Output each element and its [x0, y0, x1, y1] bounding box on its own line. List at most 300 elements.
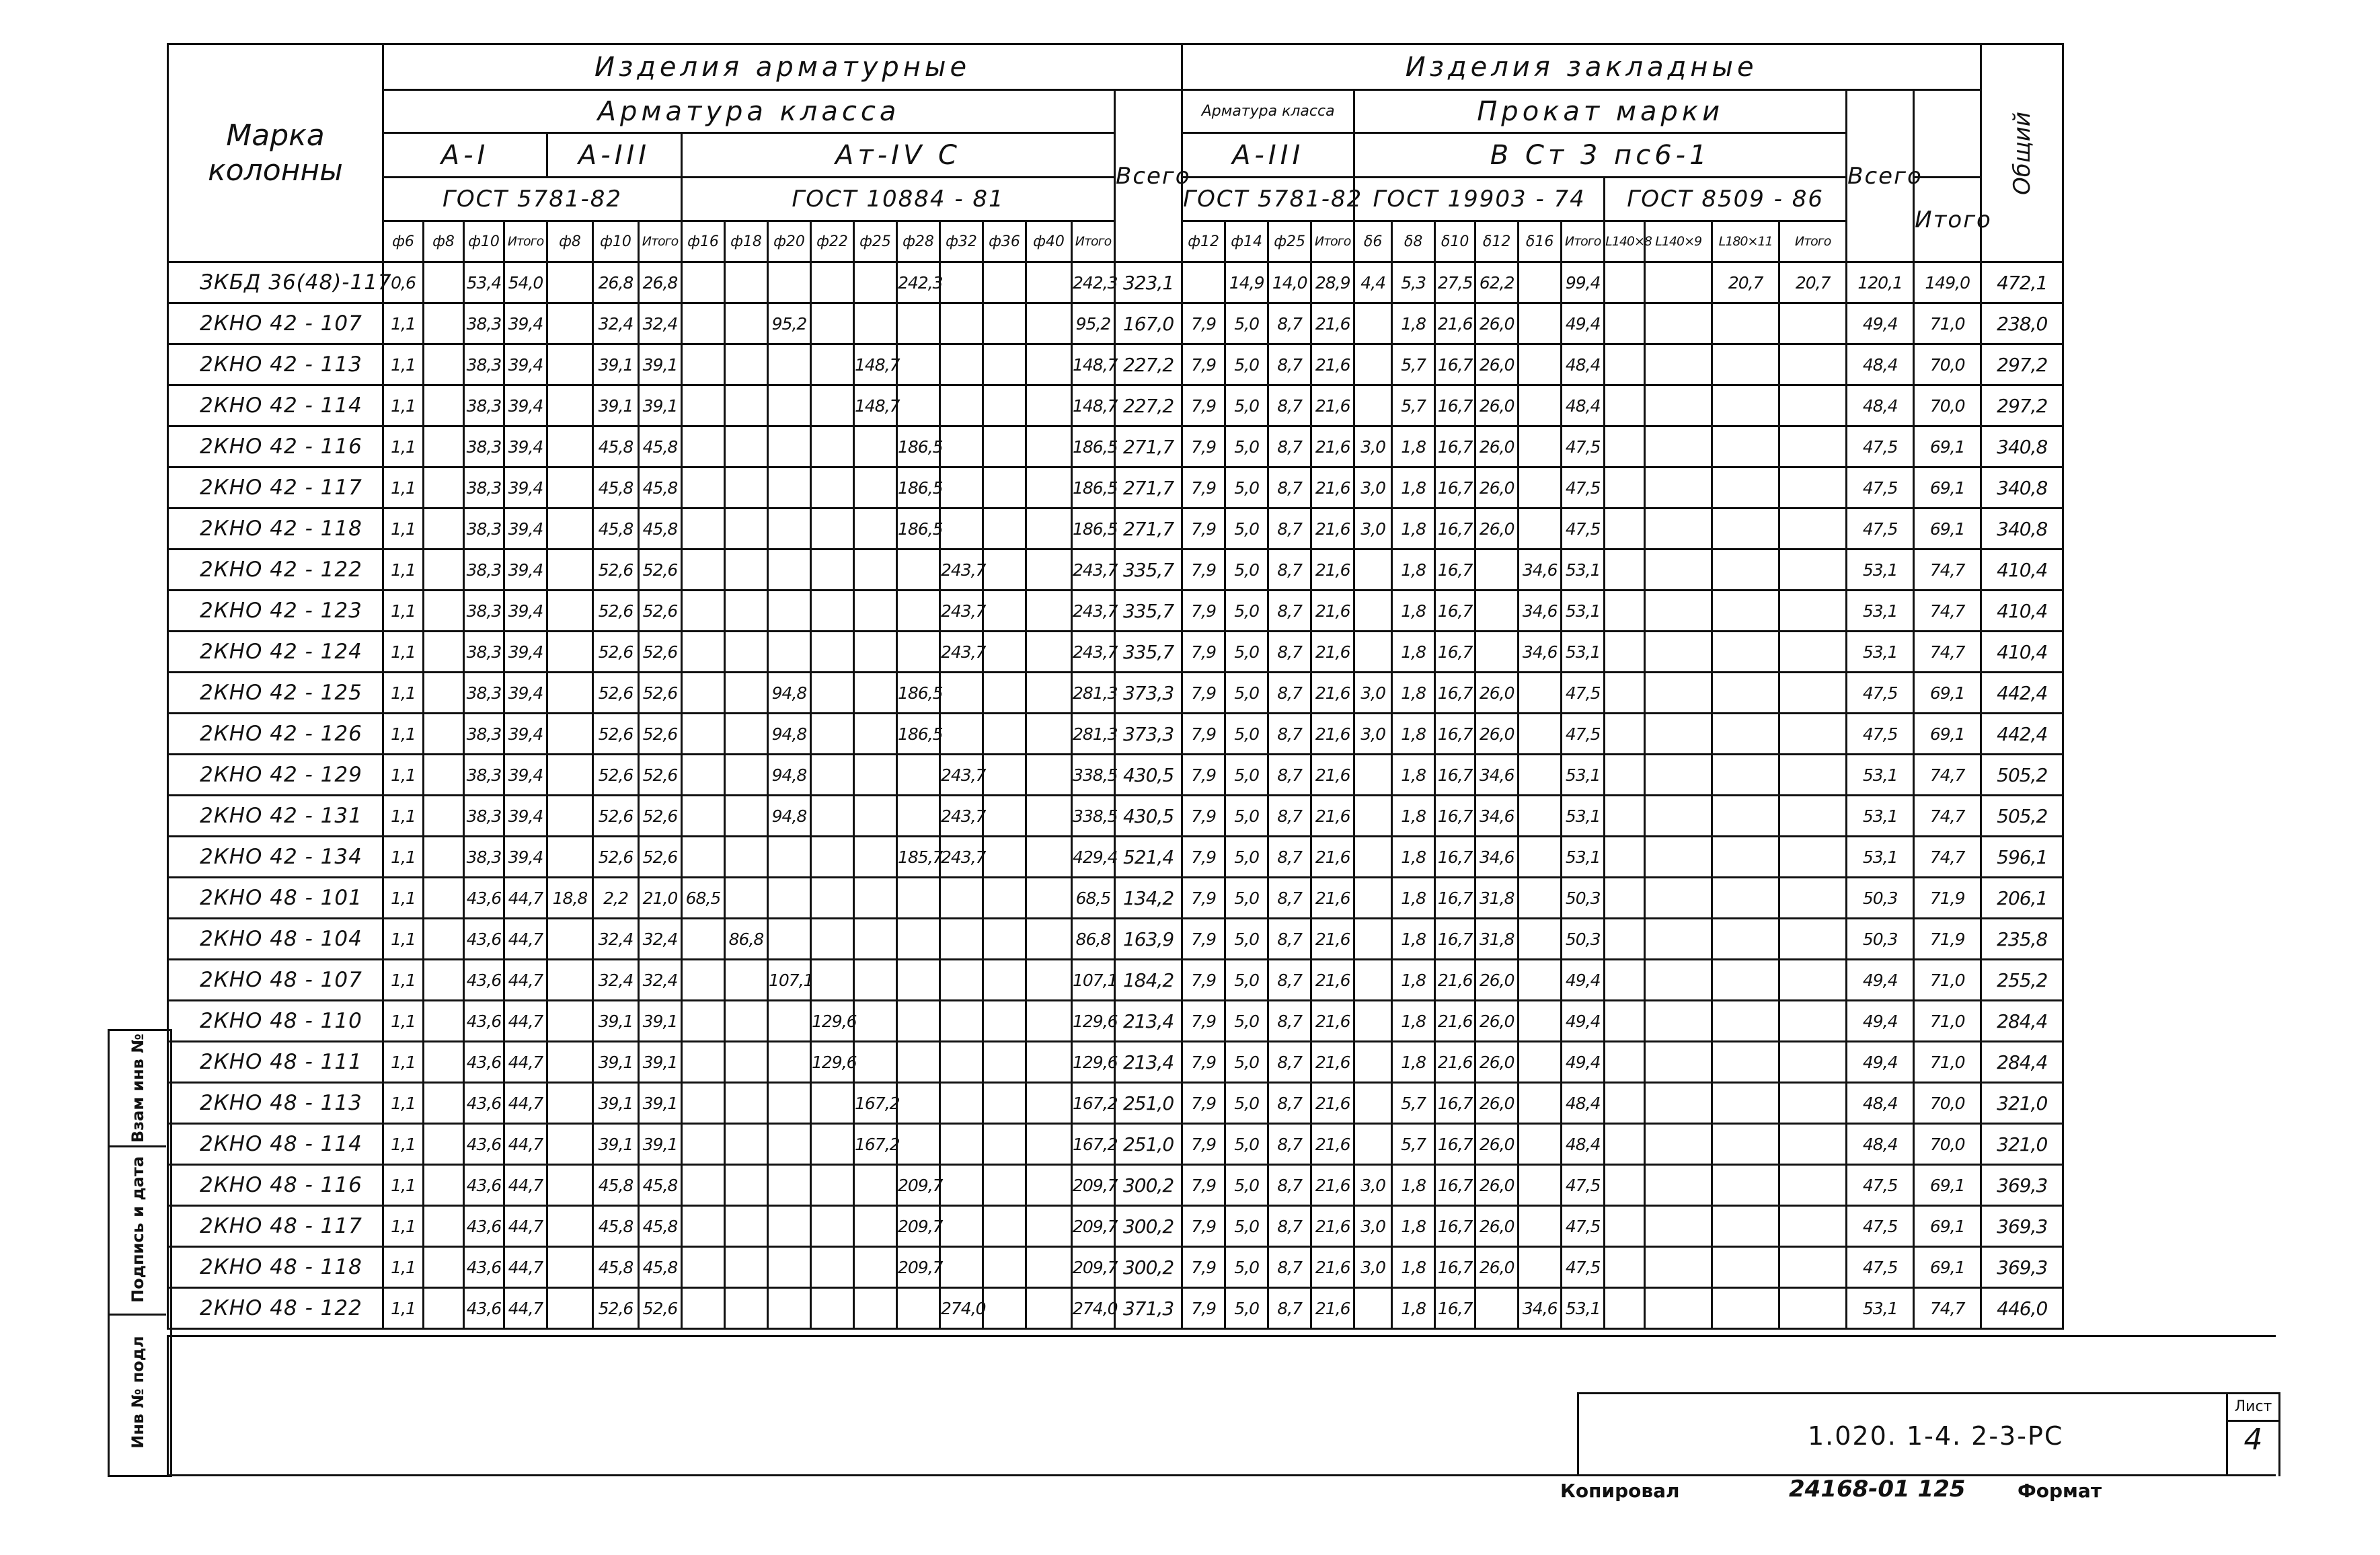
- table-cell: [1645, 960, 1712, 1001]
- table-cell: [424, 549, 464, 591]
- arm-klass-header: Арматура класса: [383, 90, 1115, 133]
- table-cell: 34,6: [1519, 1288, 1562, 1329]
- table-cell: 373,3: [1115, 714, 1182, 755]
- table-cell: 43,6: [464, 1206, 504, 1247]
- subcol-header: Итого: [1779, 221, 1847, 262]
- table-cell: 39,4: [504, 837, 547, 878]
- table-cell: 39,1: [593, 1083, 639, 1124]
- table-cell: [811, 385, 854, 426]
- table-cell: [983, 878, 1026, 919]
- table-cell: [897, 1001, 940, 1042]
- zakl-arm-klass-header: Арматура класса: [1182, 90, 1354, 133]
- table-cell: [1712, 1042, 1779, 1083]
- table-cell: 39,4: [504, 344, 547, 385]
- table-cell: 1,1: [383, 714, 424, 755]
- arm-group-header: Изделия арматурные: [383, 44, 1182, 90]
- table-cell: 49,4: [1562, 1042, 1605, 1083]
- table-cell: 21,6: [1311, 632, 1354, 673]
- table-cell: [1605, 1001, 1645, 1042]
- table-cell: [1712, 755, 1779, 796]
- table-cell: [1779, 1001, 1847, 1042]
- table-cell: 5,0: [1225, 878, 1268, 919]
- table-cell: 209,7: [897, 1165, 940, 1206]
- table-cell: [854, 303, 897, 344]
- table-cell: 243,7: [940, 632, 983, 673]
- table-cell: [1354, 591, 1392, 632]
- table-cell: [811, 755, 854, 796]
- table-cell: 5,0: [1225, 1042, 1268, 1083]
- table-cell: [1605, 796, 1645, 837]
- table-cell: 74,7: [1914, 796, 1981, 837]
- table-cell: 70,0: [1914, 344, 1981, 385]
- table-cell: [1645, 714, 1712, 755]
- zakl-klass-a3: A-III: [1182, 133, 1354, 178]
- table-cell: 53,1: [1847, 632, 1914, 673]
- side-stamp: [108, 1029, 172, 1477]
- table-cell: 71,0: [1914, 303, 1981, 344]
- table-cell: 596,1: [1981, 837, 2063, 878]
- table-cell: [1712, 385, 1779, 426]
- table-cell: [983, 714, 1026, 755]
- table-cell: 39,4: [504, 755, 547, 796]
- table-cell: 1,1: [383, 1001, 424, 1042]
- table-cell: 3,0: [1354, 1206, 1392, 1247]
- table-cell: [897, 1083, 940, 1124]
- table-cell: [983, 262, 1026, 303]
- table-cell: 1,8: [1392, 1288, 1435, 1329]
- table-cell: [1645, 755, 1712, 796]
- table-cell: 1,1: [383, 385, 424, 426]
- table-cell: [854, 837, 897, 878]
- table-cell: 26,0: [1475, 1247, 1519, 1288]
- table-cell: [1519, 878, 1562, 919]
- table-cell: 47,5: [1562, 467, 1605, 508]
- subcol-header: Итого: [639, 221, 682, 262]
- table-cell: [547, 714, 593, 755]
- table-cell: [1519, 1083, 1562, 1124]
- table-cell: 335,7: [1115, 591, 1182, 632]
- table-cell: 39,4: [504, 714, 547, 755]
- table-cell: 5,0: [1225, 508, 1268, 549]
- table-cell: [1026, 262, 1072, 303]
- table-cell: [1026, 632, 1072, 673]
- table-cell: [983, 1083, 1026, 1124]
- table-cell: [1519, 1247, 1562, 1288]
- table-cell: 430,5: [1115, 796, 1182, 837]
- table-cell: [854, 960, 897, 1001]
- table-cell: 16,7: [1435, 508, 1475, 549]
- table-cell: 71,0: [1914, 960, 1981, 1001]
- table-cell: 44,7: [504, 1001, 547, 1042]
- table-cell: [424, 344, 464, 385]
- table-cell: 185,7: [897, 837, 940, 878]
- table-cell: 43,6: [464, 1001, 504, 1042]
- table-cell: [424, 426, 464, 467]
- table-row: [168, 385, 2216, 426]
- table-cell: 34,6: [1475, 796, 1519, 837]
- table-cell: 74,7: [1914, 549, 1981, 591]
- table-cell: 44,7: [504, 960, 547, 1001]
- table-cell: [811, 1165, 854, 1206]
- table-row: [168, 1124, 2216, 1165]
- table-cell: 38,3: [464, 508, 504, 549]
- table-cell: [1475, 1288, 1519, 1329]
- table-cell: 129,6: [1072, 1042, 1115, 1083]
- table-row: [168, 426, 2216, 467]
- table-cell: 43,6: [464, 960, 504, 1001]
- table-cell: [547, 1206, 593, 1247]
- table-cell: [811, 1288, 854, 1329]
- table-cell: 38,3: [464, 714, 504, 755]
- table-cell: 369,3: [1981, 1165, 2063, 1206]
- table-cell: [1712, 1206, 1779, 1247]
- table-cell: [547, 1001, 593, 1042]
- table-cell: [811, 919, 854, 960]
- row-mark: 2КНО 42 - 131: [168, 796, 383, 837]
- table-row: [168, 303, 2216, 344]
- table-row: [168, 755, 2216, 796]
- table-cell: 39,4: [504, 385, 547, 426]
- table-cell: 71,0: [1914, 1001, 1981, 1042]
- table-cell: 1,1: [383, 837, 424, 878]
- row-mark: 2КНО 48 - 118: [168, 1247, 383, 1288]
- table-cell: [682, 919, 725, 960]
- table-cell: 48,4: [1562, 385, 1605, 426]
- table-cell: [1712, 714, 1779, 755]
- table-cell: [897, 385, 940, 426]
- table-cell: 47,5: [1562, 508, 1605, 549]
- table-cell: [682, 673, 725, 714]
- table-cell: 227,2: [1115, 344, 1182, 385]
- table-cell: [1354, 1083, 1392, 1124]
- table-cell: [854, 1165, 897, 1206]
- table-cell: 129,6: [811, 1001, 854, 1042]
- table-cell: [811, 796, 854, 837]
- table-cell: [682, 467, 725, 508]
- table-cell: 8,7: [1268, 673, 1311, 714]
- table-cell: 5,0: [1225, 591, 1268, 632]
- table-row: [168, 549, 2216, 591]
- table-cell: [1712, 878, 1779, 919]
- table-cell: [768, 426, 811, 467]
- row-mark: 2КНО 48 - 114: [168, 1124, 383, 1165]
- table-cell: [983, 508, 1026, 549]
- table-cell: 39,1: [593, 1001, 639, 1042]
- table-cell: 39,4: [504, 467, 547, 508]
- table-cell: 21,6: [1311, 796, 1354, 837]
- table-cell: [424, 1124, 464, 1165]
- table-cell: [1354, 1001, 1392, 1042]
- table-cell: 38,3: [464, 632, 504, 673]
- table-cell: 120,1: [1847, 262, 1914, 303]
- table-cell: 1,1: [383, 1247, 424, 1288]
- table-cell: 5,0: [1225, 960, 1268, 1001]
- table-cell: [854, 1247, 897, 1288]
- table-cell: 53,1: [1562, 837, 1605, 878]
- table-cell: 107,1: [1072, 960, 1115, 1001]
- table-cell: [811, 1083, 854, 1124]
- table-cell: [682, 796, 725, 837]
- table-cell: 45,8: [639, 426, 682, 467]
- table-cell: [1026, 303, 1072, 344]
- table-cell: [725, 344, 768, 385]
- table-cell: 251,0: [1115, 1083, 1182, 1124]
- table-cell: 49,4: [1847, 1001, 1914, 1042]
- table-cell: [1645, 591, 1712, 632]
- table-cell: [1645, 385, 1712, 426]
- table-cell: 7,9: [1182, 1124, 1225, 1165]
- table-cell: 16,7: [1435, 919, 1475, 960]
- table-cell: 21,6: [1311, 1083, 1354, 1124]
- subcol-header: L180×11: [1712, 221, 1779, 262]
- table-cell: [424, 673, 464, 714]
- table-cell: 167,2: [1072, 1124, 1115, 1165]
- table-row: [168, 837, 2216, 878]
- table-cell: [983, 673, 1026, 714]
- table-cell: [1475, 632, 1519, 673]
- table-cell: [1645, 549, 1712, 591]
- table-cell: 442,4: [1981, 673, 2063, 714]
- table-cell: [897, 1288, 940, 1329]
- table-cell: [1026, 755, 1072, 796]
- table-cell: 68,5: [682, 878, 725, 919]
- table-cell: 52,6: [593, 714, 639, 755]
- table-cell: 5,0: [1225, 837, 1268, 878]
- table-cell: [1645, 632, 1712, 673]
- table-cell: 39,4: [504, 426, 547, 467]
- table-cell: 284,4: [1981, 1042, 2063, 1083]
- table-cell: [424, 714, 464, 755]
- table-cell: 53,1: [1847, 591, 1914, 632]
- table-cell: 50,3: [1562, 878, 1605, 919]
- table-cell: [1354, 960, 1392, 1001]
- table-cell: [1605, 837, 1645, 878]
- table-cell: [983, 632, 1026, 673]
- table-cell: 300,2: [1115, 1165, 1182, 1206]
- table-cell: [897, 796, 940, 837]
- table-cell: [1026, 1165, 1072, 1206]
- table-cell: 48,4: [1562, 344, 1605, 385]
- table-cell: [1645, 1124, 1712, 1165]
- table-cell: 1,1: [383, 755, 424, 796]
- table-cell: [682, 1165, 725, 1206]
- table-cell: [725, 1001, 768, 1042]
- table-cell: 1,8: [1392, 796, 1435, 837]
- table-cell: [547, 960, 593, 1001]
- table-cell: 74,7: [1914, 1288, 1981, 1329]
- table-cell: 44,7: [504, 1247, 547, 1288]
- table-cell: [854, 1001, 897, 1042]
- row-mark: 2КНО 42 - 118: [168, 508, 383, 549]
- document-code: 1.020. 1-4. 2-3-РС: [1808, 1421, 2064, 1451]
- table-cell: [1026, 837, 1072, 878]
- row-mark: 2КНО 42 - 134: [168, 837, 383, 878]
- table-cell: 1,1: [383, 467, 424, 508]
- klass-a3: A-III: [547, 133, 682, 178]
- table-cell: 5,0: [1225, 1124, 1268, 1165]
- marka-header: Марка колонны: [168, 44, 383, 262]
- table-cell: [1026, 1001, 1072, 1042]
- table-cell: [725, 508, 768, 549]
- table-cell: [1712, 1288, 1779, 1329]
- table-cell: 16,7: [1435, 344, 1475, 385]
- table-cell: 21,6: [1311, 549, 1354, 591]
- table-cell: [1519, 1124, 1562, 1165]
- table-cell: [940, 1001, 983, 1042]
- table-cell: 321,0: [1981, 1083, 2063, 1124]
- table-cell: 1,1: [383, 1165, 424, 1206]
- table-cell: [768, 878, 811, 919]
- table-row: [168, 919, 2216, 960]
- table-cell: 21,6: [1311, 1206, 1354, 1247]
- table-cell: [1605, 755, 1645, 796]
- table-cell: [940, 1206, 983, 1247]
- table-cell: [547, 796, 593, 837]
- table-cell: [940, 508, 983, 549]
- table-cell: 69,1: [1914, 1165, 1981, 1206]
- table-cell: 47,5: [1847, 1206, 1914, 1247]
- table-cell: [547, 303, 593, 344]
- table-cell: [547, 385, 593, 426]
- table-cell: 5,0: [1225, 1247, 1268, 1288]
- table-cell: 39,1: [593, 1124, 639, 1165]
- obshchiy-header: Общий: [1981, 44, 2063, 262]
- table-cell: 1,8: [1392, 1247, 1435, 1288]
- table-cell: 21,6: [1311, 1288, 1354, 1329]
- table-cell: 21,6: [1435, 303, 1475, 344]
- table-cell: [424, 1165, 464, 1206]
- table-cell: 7,9: [1182, 837, 1225, 878]
- table-cell: 16,7: [1435, 714, 1475, 755]
- table-cell: 1,8: [1392, 1165, 1435, 1206]
- row-mark: 2КНО 42 - 107: [168, 303, 383, 344]
- table-row: [168, 960, 2216, 1001]
- table-cell: [940, 262, 983, 303]
- table-cell: [1645, 796, 1712, 837]
- table-cell: 69,1: [1914, 1206, 1981, 1247]
- row-mark: ЗКБД 36(48)-117: [168, 262, 383, 303]
- table-cell: [1354, 919, 1392, 960]
- table-cell: 186,5: [897, 467, 940, 508]
- table-cell: 5,0: [1225, 303, 1268, 344]
- table-cell: 1,1: [383, 1042, 424, 1083]
- table-cell: 53,1: [1847, 837, 1914, 878]
- table-cell: 21,6: [1435, 1042, 1475, 1083]
- subcol-header: Итого: [504, 221, 547, 262]
- table-cell: 47,5: [1562, 1247, 1605, 1288]
- table-cell: [1645, 344, 1712, 385]
- subcol-header: ф10: [464, 221, 504, 262]
- table-cell: 167,2: [854, 1124, 897, 1165]
- table-cell: [1779, 508, 1847, 549]
- table-row: [168, 262, 2216, 303]
- table-cell: 44,7: [504, 1042, 547, 1083]
- table-cell: 7,9: [1182, 344, 1225, 385]
- table-cell: [1026, 426, 1072, 467]
- table-cell: 47,5: [1847, 508, 1914, 549]
- table-cell: [811, 262, 854, 303]
- table-row: [168, 467, 2216, 508]
- table-cell: 1,1: [383, 1083, 424, 1124]
- table-cell: 52,6: [639, 796, 682, 837]
- table-cell: 4,4: [1354, 262, 1392, 303]
- table-cell: 16,7: [1435, 1288, 1475, 1329]
- table-cell: 505,2: [1981, 796, 2063, 837]
- table-cell: 32,4: [593, 303, 639, 344]
- table-cell: [854, 714, 897, 755]
- table-cell: [1026, 1247, 1072, 1288]
- table-row: [168, 1165, 2216, 1206]
- table-cell: 16,7: [1435, 426, 1475, 467]
- table-cell: 39,1: [639, 385, 682, 426]
- table-cell: 38,3: [464, 385, 504, 426]
- table-cell: [547, 1083, 593, 1124]
- table-cell: [682, 385, 725, 426]
- table-cell: 49,4: [1847, 303, 1914, 344]
- row-mark: 2КНО 42 - 116: [168, 426, 383, 467]
- table-cell: [682, 1083, 725, 1124]
- table-cell: 7,9: [1182, 467, 1225, 508]
- table-cell: 1,1: [383, 960, 424, 1001]
- table-cell: [725, 1288, 768, 1329]
- table-cell: [1026, 385, 1072, 426]
- table-cell: 167,2: [1072, 1083, 1115, 1124]
- table-cell: 94,8: [768, 755, 811, 796]
- table-cell: [682, 755, 725, 796]
- table-cell: 16,7: [1435, 878, 1475, 919]
- table-cell: 1,8: [1392, 837, 1435, 878]
- prokat-header: Прокат марки: [1354, 90, 1847, 133]
- table-cell: [983, 549, 1026, 591]
- table-cell: 8,7: [1268, 508, 1311, 549]
- table-cell: 8,7: [1268, 303, 1311, 344]
- table-cell: [1519, 1001, 1562, 1042]
- table-cell: 16,7: [1435, 467, 1475, 508]
- table-cell: [547, 755, 593, 796]
- table-cell: [940, 344, 983, 385]
- table-cell: 86,8: [1072, 919, 1115, 960]
- subcol-header: ф36: [983, 221, 1026, 262]
- table-cell: 8,7: [1268, 1083, 1311, 1124]
- table-cell: 7,9: [1182, 919, 1225, 960]
- table-cell: 5,0: [1225, 755, 1268, 796]
- table-cell: 39,4: [504, 549, 547, 591]
- table-cell: [1354, 1288, 1392, 1329]
- table-cell: [1026, 591, 1072, 632]
- table-cell: [1519, 508, 1562, 549]
- table-cell: [1712, 632, 1779, 673]
- table-cell: [424, 878, 464, 919]
- table-cell: 43,6: [464, 919, 504, 960]
- table-row: [168, 796, 2216, 837]
- table-cell: [1519, 1042, 1562, 1083]
- table-cell: [811, 714, 854, 755]
- table-cell: 47,5: [1562, 1165, 1605, 1206]
- table-cell: 16,7: [1435, 591, 1475, 632]
- row-mark: 2КНО 48 - 117: [168, 1206, 383, 1247]
- table-cell: 43,6: [464, 1247, 504, 1288]
- table-cell: 5,0: [1225, 549, 1268, 591]
- table-cell: 184,2: [1115, 960, 1182, 1001]
- table-cell: 48,4: [1562, 1083, 1605, 1124]
- table-cell: 44,7: [504, 1165, 547, 1206]
- table-cell: [725, 796, 768, 837]
- subcol-header: ф25: [854, 221, 897, 262]
- table-cell: [1779, 919, 1847, 960]
- table-cell: 39,4: [504, 673, 547, 714]
- table-cell: [983, 837, 1026, 878]
- table-cell: [424, 1247, 464, 1288]
